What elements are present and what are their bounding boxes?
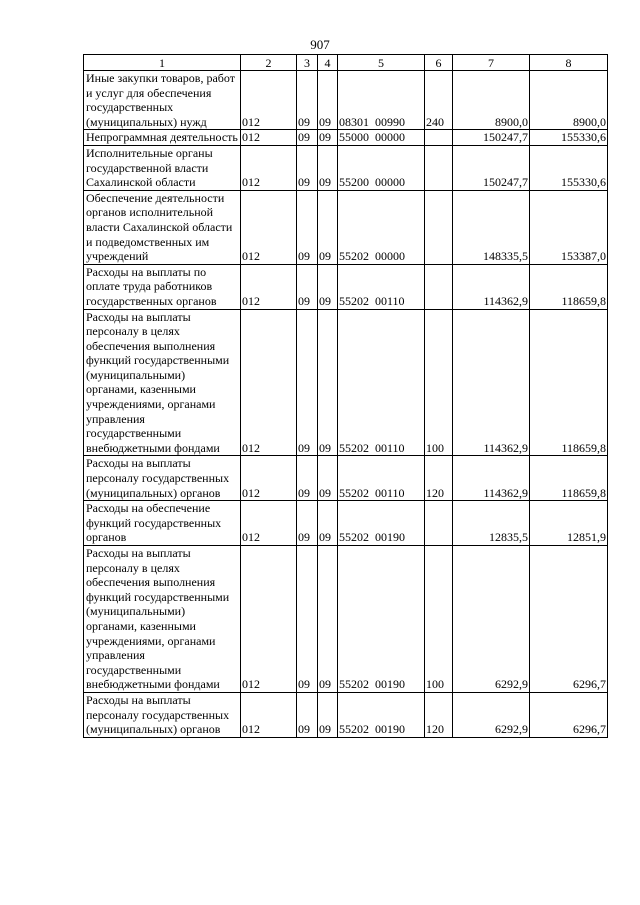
section-code: 09: [297, 264, 318, 309]
amount-year-2: 118659,8: [530, 264, 608, 309]
section-code: 09: [297, 309, 318, 456]
row-name: Иные закупки товаров, работ и услуг для обеспечения государственных (муниципальных) нужд: [84, 71, 241, 130]
csr-direction-part: 00000: [375, 175, 405, 190]
row-name: Расходы на выплаты персоналу государственных (муниципальных) органов: [84, 692, 241, 737]
row-name: Расходы на выплаты персоналу в целях обеспечения выполнения функций государственными (муниципальными) органами, казенными учреждениями, органами управления государственными внебюджетными фондами: [84, 309, 241, 456]
target-article-code: [338, 546, 425, 693]
column-header: 2: [241, 55, 297, 71]
row-name: Непрограммная деятельность: [84, 130, 241, 146]
ministry-code: 012: [241, 71, 297, 130]
budget-table: [83, 54, 608, 738]
csr-program-part: 08301: [339, 114, 369, 129]
table-row: [84, 71, 608, 130]
table-row: [84, 190, 608, 264]
row-name: Обеспечение деятельности органов исполнительной власти Сахалинской области и подведомственных им учреждений: [84, 190, 241, 264]
amount-year-1: 114362,9: [453, 309, 530, 456]
csr-program-part: 55202: [339, 249, 369, 264]
amount-year-2: 155330,6: [530, 130, 608, 146]
amount-year-2: 118659,8: [530, 309, 608, 456]
expense-type-code: [425, 190, 453, 264]
ministry-code: 012: [241, 456, 297, 501]
amount-year-1: 8900,0: [453, 71, 530, 130]
column-header: 7: [453, 55, 530, 71]
table-row: [84, 456, 608, 501]
subsection-code: 09: [318, 71, 338, 130]
amount-year-2: 6296,7: [530, 692, 608, 737]
subsection-code: 09: [318, 264, 338, 309]
expense-type-code: 240: [425, 71, 453, 130]
expense-type-code: 120: [425, 692, 453, 737]
amount-year-1: 12835,5: [453, 501, 530, 546]
target-article-code: [338, 501, 425, 546]
amount-year-2: 6296,7: [530, 546, 608, 693]
subsection-code: 09: [318, 546, 338, 693]
csr-program-part: 55202: [339, 530, 369, 545]
csr-direction-part: 00190: [375, 722, 405, 737]
ministry-code: 012: [241, 190, 297, 264]
csr-direction-part: 00990: [375, 114, 405, 129]
target-article-code: [338, 130, 425, 146]
csr-program-part: 55202: [339, 722, 369, 737]
ministry-code: 012: [241, 309, 297, 456]
amount-year-2: 8900,0: [530, 71, 608, 130]
ministry-code: 012: [241, 546, 297, 693]
column-header: 1: [84, 55, 241, 71]
csr-program-part: 55202: [339, 440, 369, 455]
amount-year-2: 155330,6: [530, 145, 608, 190]
ministry-code: 012: [241, 145, 297, 190]
expense-type-code: [425, 501, 453, 546]
table-row: [84, 546, 608, 693]
amount-year-1: 150247,7: [453, 130, 530, 146]
row-name: Исполнительные органы государственной власти Сахалинской области: [84, 145, 241, 190]
csr-direction-part: 00000: [375, 130, 405, 145]
target-article-code: [338, 456, 425, 501]
amount-year-2: 118659,8: [530, 456, 608, 501]
csr-program-part: 55202: [339, 485, 369, 500]
row-name: Расходы на выплаты по оплате труда работников государственных органов: [84, 264, 241, 309]
csr-direction-part: 00190: [375, 530, 405, 545]
row-name: Расходы на выплаты персоналу государственных (муниципальных) органов: [84, 456, 241, 501]
target-article-code: [338, 264, 425, 309]
section-code: 09: [297, 501, 318, 546]
section-code: 09: [297, 130, 318, 146]
subsection-code: 09: [318, 309, 338, 456]
amount-year-1: 150247,7: [453, 145, 530, 190]
subsection-code: 09: [318, 456, 338, 501]
target-article-code: [338, 71, 425, 130]
table-row: [84, 145, 608, 190]
budget-table-body: [84, 71, 608, 738]
csr-program-part: 55202: [339, 293, 369, 308]
amount-year-1: 148335,5: [453, 190, 530, 264]
csr-program-part: 55200: [339, 175, 369, 190]
ministry-code: 012: [241, 264, 297, 309]
csr-direction-part: 00190: [375, 677, 405, 692]
row-name: Расходы на обеспечение функций государственных органов: [84, 501, 241, 546]
expense-type-code: 100: [425, 309, 453, 456]
subsection-code: 09: [318, 190, 338, 264]
ministry-code: 012: [241, 501, 297, 546]
ministry-code: 012: [241, 130, 297, 146]
section-code: 09: [297, 190, 318, 264]
amount-year-1: 114362,9: [453, 264, 530, 309]
subsection-code: 09: [318, 692, 338, 737]
column-header: 8: [530, 55, 608, 71]
amount-year-1: 114362,9: [453, 456, 530, 501]
table-row: [84, 692, 608, 737]
column-header: 5: [338, 55, 425, 71]
expense-type-code: 100: [425, 546, 453, 693]
csr-direction-part: 00110: [375, 293, 405, 308]
column-header: 6: [425, 55, 453, 71]
table-row: [84, 309, 608, 456]
target-article-code: [338, 145, 425, 190]
table-row: [84, 130, 608, 146]
expense-type-code: [425, 264, 453, 309]
section-code: 09: [297, 456, 318, 501]
section-code: 09: [297, 546, 318, 693]
amount-year-1: 6292,9: [453, 546, 530, 693]
target-article-code: [338, 692, 425, 737]
csr-direction-part: 00000: [375, 249, 405, 264]
target-article-code: [338, 190, 425, 264]
subsection-code: 09: [318, 130, 338, 146]
section-code: 09: [297, 145, 318, 190]
subsection-code: 09: [318, 145, 338, 190]
amount-year-2: 153387,0: [530, 190, 608, 264]
amount-year-2: 12851,9: [530, 501, 608, 546]
column-header: 4: [318, 55, 338, 71]
page-number: 907: [310, 37, 330, 52]
csr-direction-part: 00110: [375, 440, 405, 455]
row-name: Расходы на выплаты персоналу в целях обеспечения выполнения функций государственными (муниципальными) органами, казенными учреждениями, органами управления государственными внебюджетными фондами: [84, 546, 241, 693]
target-article-code: [338, 309, 425, 456]
csr-program-part: 55000: [339, 130, 369, 145]
csr-program-part: 55202: [339, 677, 369, 692]
expense-type-code: 120: [425, 456, 453, 501]
column-header: 3: [297, 55, 318, 71]
table-row: [84, 264, 608, 309]
expense-type-code: [425, 130, 453, 146]
ministry-code: 012: [241, 692, 297, 737]
expense-type-code: [425, 145, 453, 190]
section-code: 09: [297, 71, 318, 130]
amount-year-1: 6292,9: [453, 692, 530, 737]
table-row: [84, 501, 608, 546]
section-code: 09: [297, 692, 318, 737]
csr-direction-part: 00110: [375, 485, 405, 500]
header-row: [84, 55, 608, 71]
subsection-code: 09: [318, 501, 338, 546]
